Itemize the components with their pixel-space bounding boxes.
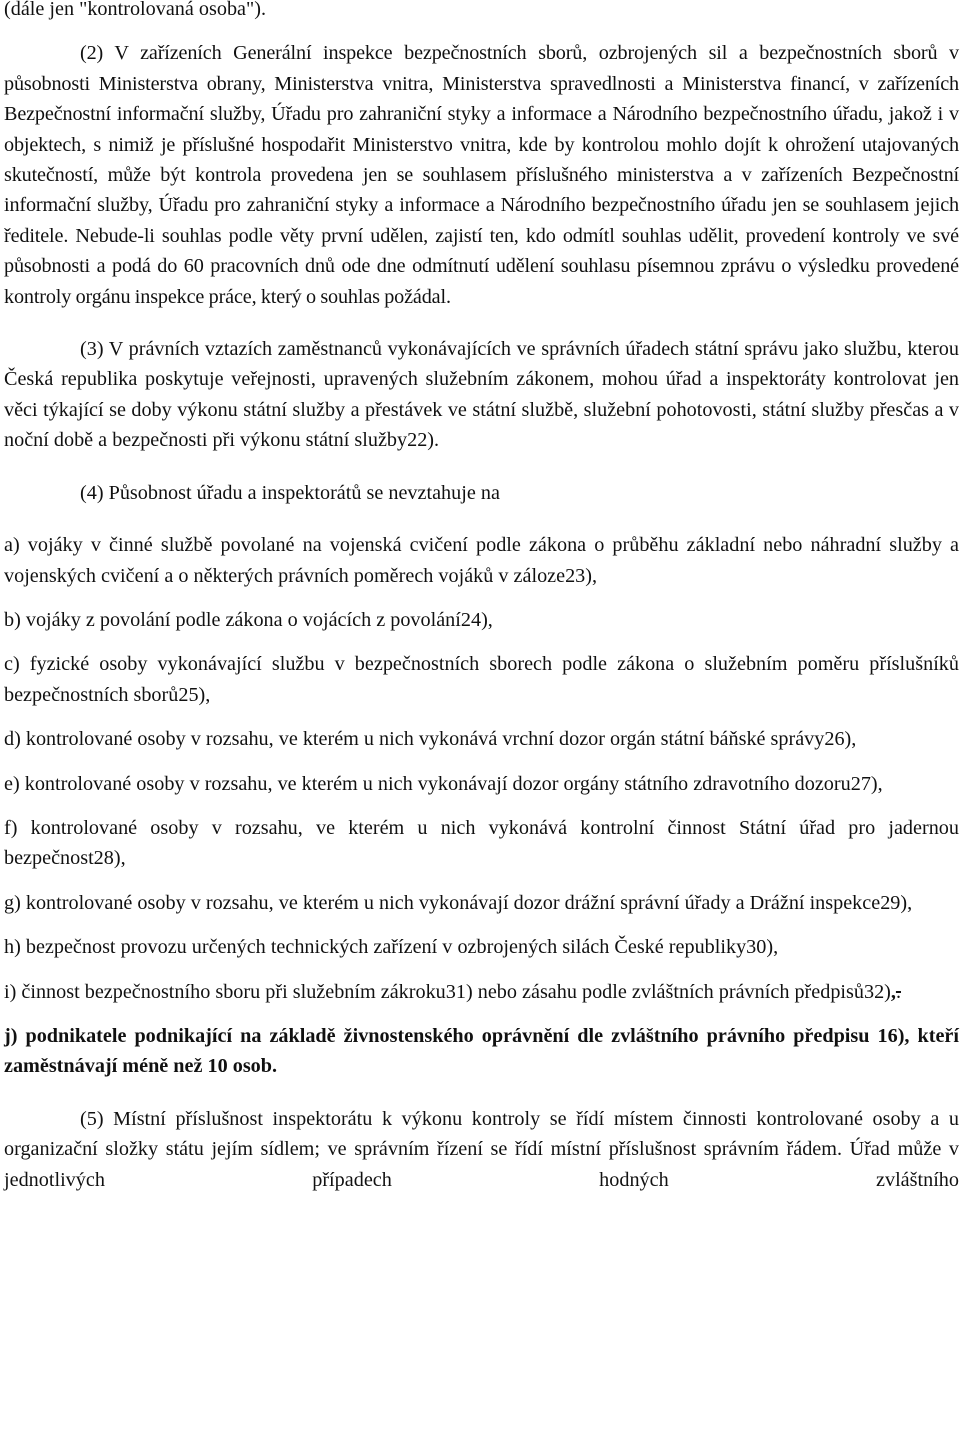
paragraph-3: (3) V právních vztazích zaměstnanců vykonávajících ve správních úřadech státní správu jako službu, kterou Česká republika poskytuje veřejnosti, upravených služebním zákonem, mohou úřad a inspektoráty kontrolovat jen věci týkající se doby výkonu státní služby a přestávek ve státní službě, služební pohotovosti, státní služby přesčas a v noční době a bezpečnosti při výkonu státní služby22). bbox=[4, 338, 959, 452]
list-item-f: f) kontrolované osoby v rozsahu, ve kterém u nich vykonává kontrolní činnost Státní úřad pro jadernou bezpečnost28), bbox=[4, 816, 959, 870]
deleted-period: . bbox=[895, 980, 901, 1003]
list-item-a: a) vojáky v činné službě povolané na vojenská cvičení podle zákona o průběhu základní nebo náhradní služby a vojenských cvičení a o některých právních poměrech vojáků v záloze23), bbox=[4, 534, 959, 587]
paragraph-2: (2) V zařízeních Generální inspekce bezpečnostních sborů, ozbrojených sil a bezpečnostních sborů v působnosti Ministerstva obrany, Ministerstva vnitra, Ministerstva spravedlnosti a Ministerstva financí, v zařízeních Bezpečnostní informační služby, Úřadu pro zahraniční styky a informace a Národního bezpečnostního úřadu, jakož i v objektech, s nimiž je příslušné hospodařit Ministerstvo vnitra, kde by kontrolou mohlo dojít k ohrožení utajovaných skutečností, může být kontrola provedena jen se souhlasem příslušného ministerstva a v zařízeních Bezpečnostní informační služby, Úřadu pro zahraniční styky a informace a Národního bezpečnostního úřadu jen se souhlasem jejich ředitele. Nebude-li souhlas podle věty první udělen, zajistí ten, kdo odmítl souhlas udělit, provedení kontroly ve své působnosti a podá do 60 pracovních dnů ode dne odmítnutí udělení souhlasu písemnou zprávu o výsledku provedené kontroly orgánu inspekce práce, který o souhlas požádal. bbox=[4, 42, 959, 308]
list-item-b: b) vojáky z povolání podle zákona o vojácích z povolání24), bbox=[4, 608, 493, 631]
list-item-c: c) fyzické osoby vykonávající službu v bezpečnostních sborech podle zákona o služebním poměru příslušníků bezpečnostních sborů25), bbox=[4, 653, 959, 706]
list-item-e: e) kontrolované osoby v rozsahu, ve kterém u nich vykonávají dozor orgány státního zdravotního dozoru27), bbox=[4, 772, 883, 795]
inserted-comma: , bbox=[890, 980, 896, 1003]
paragraph-4-heading: (4) Působnost úřadu a inspektorátů se nevztahuje na bbox=[80, 481, 500, 504]
list-item-g: g) kontrolované osoby v rozsahu, ve kterém u nich vykonávají dozor drážní správní úřady a Drážní inspekce29), bbox=[4, 891, 913, 914]
list-item-j: j) podnikatele podnikající na základě živnostenského oprávnění dle zvláštního právního předpisu 16), kteří zaměstnávají méně než 10 osob. bbox=[4, 1024, 959, 1078]
paragraph-5: (5) Místní příslušnost inspektorátu k výkonu kontroly se řídí místem činnosti kontrolované osoby a u organizační složky státu jejím sídlem; ve správním řízení se řídí místní příslušnost správním řádem. Úřad může v jednotlivých případech hodných zvláštního bbox=[4, 1107, 959, 1191]
intro-tail: (dále jen "kontrolovaná osoba"). bbox=[4, 0, 267, 20]
list-item-d: d) kontrolované osoby v rozsahu, ve kterém u nich vykonává vrchní dozor orgán státní báňské správy26), bbox=[4, 728, 857, 751]
document-page bbox=[4, 0, 959, 1195]
list-item-i-text: i) činnost bezpečnostního sboru při služebním zákroku31) nebo zásahu podle zvláštních právních předpisů32) bbox=[4, 980, 891, 1003]
list-item-h: h) bezpečnost provozu určených technických zařízení v ozbrojených silách České republiky30), bbox=[4, 936, 779, 959]
list-item-i bbox=[4, 977, 959, 1007]
